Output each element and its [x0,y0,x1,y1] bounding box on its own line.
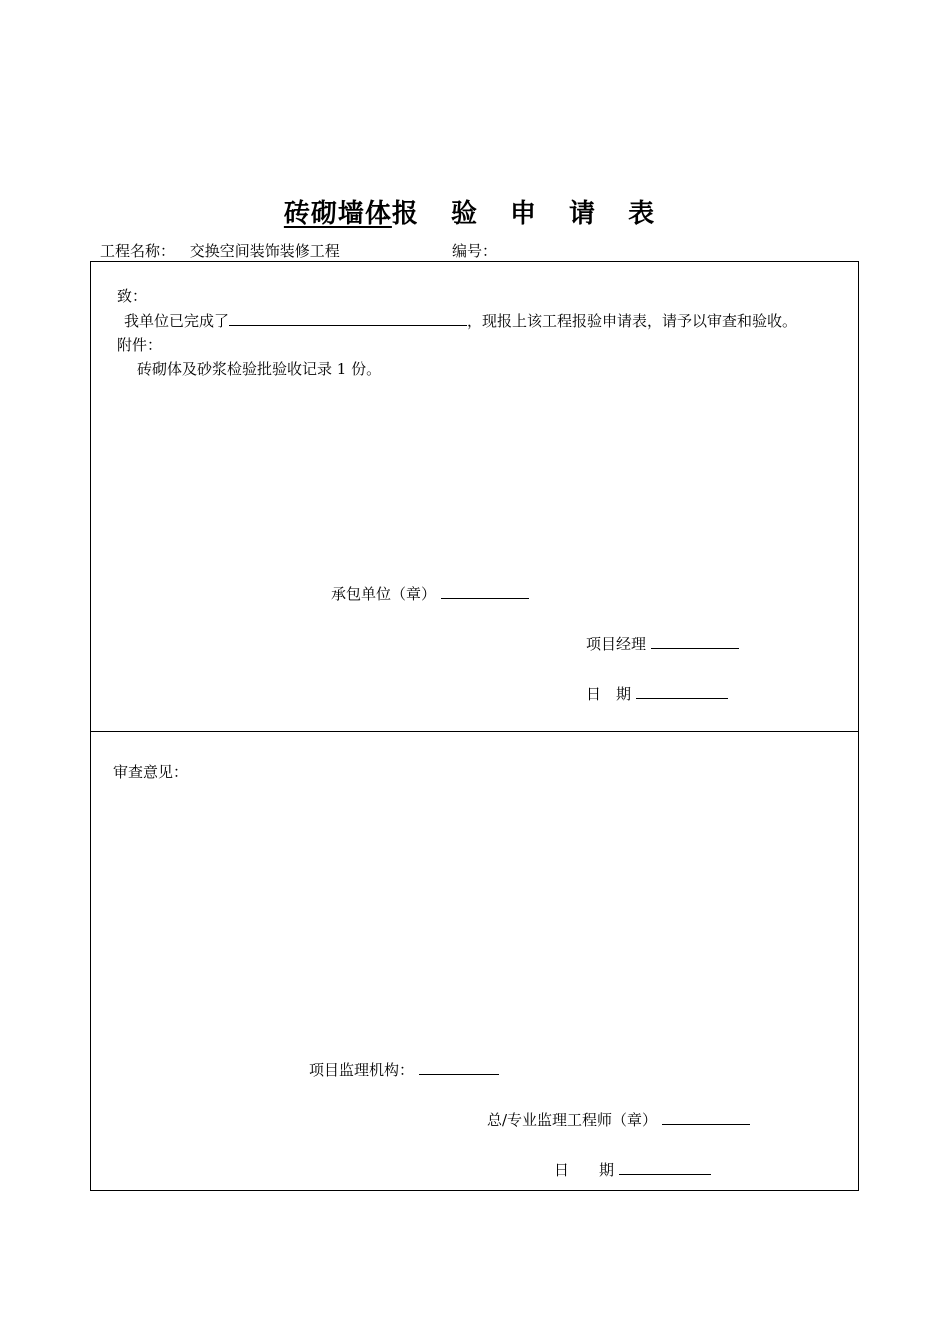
completed-work-field[interactable] [229,311,467,326]
project-value: 交换空间装饰装修工程 [189,242,340,260]
completed-line [124,310,797,331]
attachment-label: 附件： [117,336,163,354]
title-underlined: 砖砌墙体 [283,199,392,229]
form-title [0,193,950,230]
chief-engineer-field[interactable] [662,1110,750,1125]
project-name-row [100,240,340,261]
date-field[interactable] [636,684,728,699]
opinion-label: 审查意见： [113,763,189,781]
contractor-label: 承包单位（章） [331,585,437,603]
supervision-org-label: 项目监理机构： [309,1061,415,1079]
review-date-row [554,1159,711,1180]
number-label: 编号： [452,242,498,260]
pm-field[interactable] [651,634,739,649]
supervision-org-field[interactable] [419,1060,499,1075]
chief-engineer-label: 总/专业监理工程师（章） [487,1111,658,1129]
title-rest: 报 验 申 请 表 [391,199,667,229]
completed-prefix: 我单位已完成了 [124,312,230,330]
review-date-field[interactable] [619,1160,711,1175]
review-section [90,731,859,1191]
date-label: 日 期 [586,685,632,703]
pm-label: 项目经理 [586,635,647,653]
chief-engineer-row [487,1109,750,1130]
review-date-label: 日 期 [554,1161,615,1179]
completed-suffix: ，现报上该工程报验申请表，请予以审查和验收。 [467,312,798,330]
supervision-org-row [309,1059,499,1080]
pm-row [586,633,739,654]
to-label: 致： [117,287,148,305]
contractor-field[interactable] [441,584,529,599]
application-section [90,261,859,732]
attachment-item: 砖砌体及砂浆检验批验收记录 1 份。 [137,360,382,378]
date-row [586,683,728,704]
contractor-row [331,583,529,604]
project-label: 工程名称： [100,242,176,260]
